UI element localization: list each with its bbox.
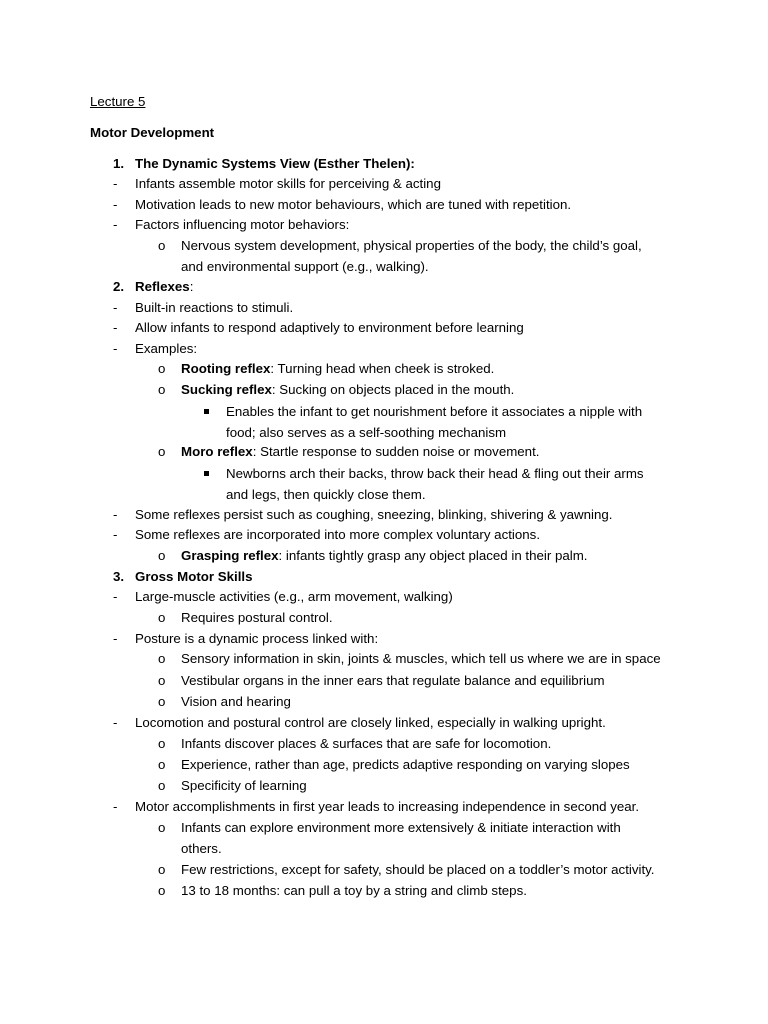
lecture-title: Lecture 5 [90,94,146,109]
dash-bullet: - [113,527,118,542]
section-number: 3. [113,569,125,584]
circle-bullet: o [158,610,166,625]
list-item: Infants assemble motor skills for perceiving & acting [135,176,441,191]
list-item: and environmental support (e.g., walking). [181,259,429,274]
list-item: Grasping reflex: infants tightly grasp any object placed in their palm. [181,548,588,563]
list-item: Few restrictions, except for safety, should be placed on a toddler’s motor activity. [181,862,655,877]
dash-bullet: - [113,320,118,335]
circle-bullet: o [158,382,166,397]
list-item: Specificity of learning [181,778,307,793]
list-item: Factors influencing motor behaviors: [135,217,350,232]
list-item: Vision and hearing [181,694,291,709]
dash-bullet: - [113,197,118,212]
circle-bullet: o [158,673,166,688]
circle-bullet: o [158,862,166,877]
circle-bullet: o [158,651,166,666]
list-item: 13 to 18 months: can pull a toy by a string and climb steps. [181,883,527,898]
list-item: Sensory information in skin, joints & muscles, which tell us where we are in space [181,651,661,666]
circle-bullet: o [158,820,166,835]
square-bullet [204,471,209,476]
list-item: Requires postural control. [181,610,333,625]
list-item: Built-in reactions to stimuli. [135,300,294,315]
dash-bullet: - [113,799,118,814]
list-item: Allow infants to respond adaptively to environment before learning [135,320,524,335]
list-item: Examples: [135,341,198,356]
list-item: others. [181,841,222,856]
list-item: Sucking reflex: Sucking on objects placed in the mouth. [181,382,515,397]
square-bullet [204,409,209,414]
list-item: Some reflexes persist such as coughing, sneezing, blinking, shivering & yawning. [135,507,613,522]
dash-bullet: - [113,341,118,356]
list-item: Motivation leads to new motor behaviours, which are tuned with repetition. [135,197,572,212]
section-heading: Reflexes: [135,279,194,294]
list-item: Some reflexes are incorporated into more complex voluntary actions. [135,527,541,542]
list-item: Posture is a dynamic process linked with: [135,631,379,646]
dash-bullet: - [113,300,118,315]
circle-bullet: o [158,736,166,751]
dash-bullet: - [113,715,118,730]
list-item: Nervous system development, physical properties of the body, the child’s goal, [181,238,642,253]
section-heading: Gross Motor Skills [135,569,253,584]
list-item: Infants discover places & surfaces that are safe for locomotion. [181,736,552,751]
circle-bullet: o [158,238,166,253]
circle-bullet: o [158,361,166,376]
list-item: Large-muscle activities (e.g., arm movement, walking) [135,589,453,604]
list-item: Motor accomplishments in first year leads to increasing independence in second year. [135,799,640,814]
circle-bullet: o [158,883,166,898]
dash-bullet: - [113,631,118,646]
topic-heading: Motor Development [90,125,215,140]
list-item: Locomotion and postural control are closely linked, especially in walking upright. [135,715,606,730]
circle-bullet: o [158,694,166,709]
dash-bullet: - [113,507,118,522]
dash-bullet: - [113,589,118,604]
dash-bullet: - [113,176,118,191]
dash-bullet: - [113,217,118,232]
circle-bullet: o [158,778,166,793]
list-item: Vestibular organs in the inner ears that regulate balance and equilibrium [181,673,605,688]
list-item: Experience, rather than age, predicts adaptive responding on varying slopes [181,757,630,772]
list-item: Rooting reflex: Turning head when cheek is stroked. [181,361,495,376]
section-heading: The Dynamic Systems View (Esther Thelen): [135,156,415,171]
circle-bullet: o [158,444,166,459]
list-item: Newborns arch their backs, throw back their head & fling out their arms [226,466,644,481]
list-item: Enables the infant to get nourishment before it associates a nipple with [226,404,643,419]
list-item: Moro reflex: Startle response to sudden noise or movement. [181,444,540,459]
circle-bullet: o [158,757,166,772]
list-item: Infants can explore environment more extensively & initiate interaction with [181,820,621,835]
circle-bullet: o [158,548,166,563]
section-number: 2. [113,279,125,294]
list-item: food; also serves as a self-soothing mechanism [226,425,507,440]
list-item: and legs, then quickly close them. [226,487,426,502]
section-number: 1. [113,156,125,171]
